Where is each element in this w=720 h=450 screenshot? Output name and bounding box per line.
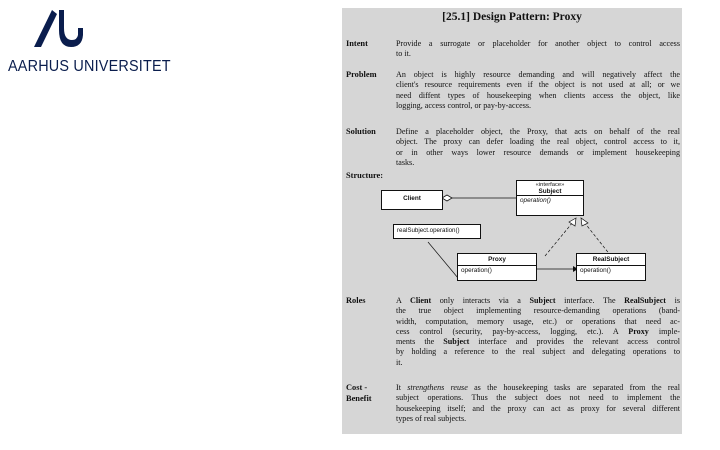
roles-label: Roles xyxy=(346,296,366,305)
text-line: width, computation, memory usage, etc.) or operations that need ac- xyxy=(396,316,680,326)
cost-label-2: Benefit xyxy=(346,394,372,403)
structure-label: Structure: xyxy=(346,171,384,180)
intent-label: Intent xyxy=(346,39,368,48)
solution-label: Solution xyxy=(346,127,376,136)
scanned-page xyxy=(342,8,682,434)
subject-stereotype: «interface» xyxy=(535,182,565,188)
client-class-name: Client xyxy=(403,195,421,202)
text-line: It strengthens reuse as the housekeeping tasks are separated from the real xyxy=(396,383,680,392)
text-line: it. xyxy=(396,357,403,367)
proxy-operation: operation() xyxy=(461,267,492,274)
proxy-note: realSubject.operation() xyxy=(393,224,481,239)
text-line: subject operations. Thus the subject does not need to implement the xyxy=(396,393,680,403)
text-line: tasks. xyxy=(396,157,415,167)
text-line: the true object implementing resource-demanding operations (band- xyxy=(396,306,680,316)
text-line: housekeeping itself; and the proxy can act as proxy for several different xyxy=(396,403,680,413)
university-logo xyxy=(8,6,178,76)
realsubject-name: RealSubject xyxy=(592,256,630,263)
text-line: Provide a surrogate or placeholder for another object to control access xyxy=(396,39,680,48)
text-line: Define a placeholder object, the Proxy, that acts on behalf of the real xyxy=(396,127,680,136)
client-class xyxy=(381,190,443,210)
intent-text xyxy=(396,39,680,60)
text-line: by holding a reference to the real subject and delegating operations to xyxy=(396,347,680,357)
problem-label: Problem xyxy=(346,70,377,79)
cost-text xyxy=(396,383,680,424)
text-line: A Client only interacts via a Subject interface. The RealSubject is xyxy=(396,296,680,305)
proxy-name: Proxy xyxy=(488,256,506,263)
text-line: logging, access control, or pay-by-access. xyxy=(396,100,532,110)
text-line: object. The proxy can defer loading the real object, control access to it, xyxy=(396,137,680,147)
problem-text xyxy=(396,70,680,111)
subject-operation: operation() xyxy=(520,197,551,204)
text-line: types of real subjects. xyxy=(396,413,467,423)
realsubject-class xyxy=(576,253,646,281)
uml-diagram xyxy=(378,178,646,286)
text-line: or in other ways lower resource demands or implement housekeeping xyxy=(396,147,680,157)
proxy-class xyxy=(457,253,537,281)
text-line: cess control (security, pay-by-access, logging, etc.). A Proxy imple- xyxy=(396,326,681,336)
logo-text: AARHUS UNIVERSITET xyxy=(8,58,171,75)
subject-name: Subject xyxy=(538,188,562,195)
page-title: [25.1] Design Pattern: Proxy xyxy=(442,11,582,23)
text-line: ments the Subject interface and provides the relevant access control xyxy=(396,337,680,347)
cost-label-1: Cost - xyxy=(346,383,368,392)
subject-interface xyxy=(516,180,584,216)
text-line: An object is highly resource demanding and will negatively affect the xyxy=(396,70,680,79)
roles-text xyxy=(396,296,680,368)
text-line: need diffent types of housekeeping when clients access the object, like xyxy=(396,90,680,100)
realsubject-operation: operation() xyxy=(580,267,611,274)
aarhus-logo-icon xyxy=(32,6,84,50)
text-line: client's resource requirements even if the object is not used at all; or we xyxy=(396,80,680,90)
text-line: to it. xyxy=(396,49,411,59)
solution-text xyxy=(396,127,680,168)
